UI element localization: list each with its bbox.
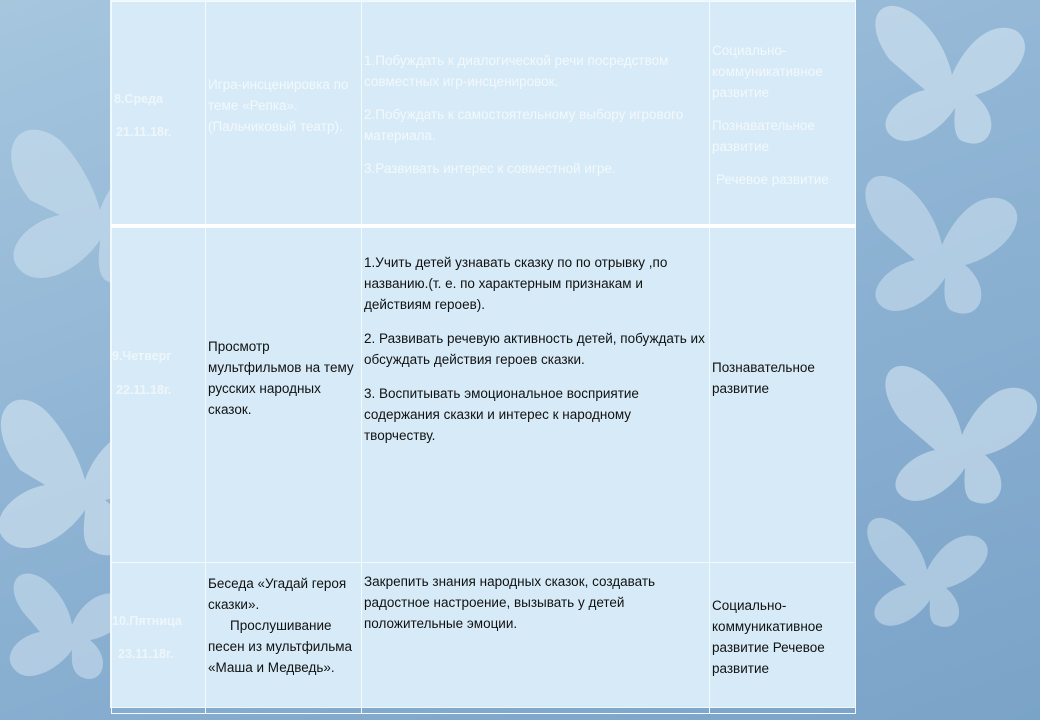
- day-cell: [112, 563, 206, 714]
- plan-table: [111, 1, 856, 714]
- date-label: 21.11.18г.: [116, 125, 172, 139]
- activity-cell: [206, 226, 362, 563]
- activity-cell: [206, 563, 362, 714]
- area-item: Познавательное развитие: [712, 118, 815, 154]
- area-item: Речевое развитие: [716, 172, 829, 187]
- table-row: [112, 563, 856, 714]
- day-cell: [112, 2, 206, 227]
- goal-item: Закрепить знания народных сказок, создавать радостное настроение, вызывать у детей положительные эмоции.: [364, 574, 656, 631]
- goal-item: 2. Развивать речевую активность детей, побуждать их обсуждать действия героев сказки.: [364, 331, 705, 367]
- area-item: Социально-коммуникативное развитие Речевое развитие: [712, 598, 825, 676]
- butterfly-icon: [885, 366, 1037, 504]
- activity-text: Игра-инсценировка по теме «Репка». (Пальчиковый театр).: [208, 77, 349, 134]
- goal-item: 3. Воспитывать эмоциональное восприятие содержания сказки и интерес к народному творчеству.: [364, 386, 639, 443]
- areas-cell: [710, 2, 856, 227]
- activity-cell: [206, 2, 362, 227]
- area-item: Социально-коммуникативное развитие: [712, 43, 823, 100]
- goal-item: 2.Побуждать к самостоятельному выбору игрового материала.: [364, 107, 684, 143]
- date-label: 22.11.18г.: [116, 383, 172, 397]
- day-label: 9.Четверг: [112, 349, 172, 363]
- plan-sheet: [110, 0, 856, 708]
- table-row: [112, 226, 856, 563]
- table-row: [112, 2, 856, 227]
- goals-cell: [362, 226, 710, 563]
- day-label: 10.Пятница: [112, 614, 182, 628]
- areas-cell: [710, 226, 856, 563]
- day-cell: [112, 226, 206, 563]
- goal-item: 1.Учить детей узнавать сказку по по отрывку ,по названию.(т. е. по характерным признакам и действиям героев).: [364, 255, 668, 312]
- activity-text: Просмотр мультфильмов на тему русских народных сказок.: [208, 339, 354, 417]
- day-label: 8.Среда: [114, 92, 163, 106]
- activity-text: Беседа «Угадай героя сказки».: [208, 576, 347, 612]
- goals-cell: [362, 2, 710, 227]
- activity-text: Прослушивание песен из мультфильма «Маша и Медведь».: [208, 618, 353, 675]
- date-label: 23.11.18г.: [118, 647, 174, 661]
- areas-cell: [710, 563, 856, 714]
- butterfly-icon: [867, 518, 987, 627]
- goals-cell: [362, 563, 710, 714]
- butterfly-icon: [865, 176, 1017, 314]
- goal-item: 1.Побуждать к диалогической речи посредством совместных игр-инсценировок.: [364, 53, 669, 89]
- goal-item: 3.Развивать интерес к совместной игре.: [364, 161, 616, 176]
- butterfly-icon: [875, 6, 1025, 144]
- area-item: Познавательное развитие: [712, 360, 815, 396]
